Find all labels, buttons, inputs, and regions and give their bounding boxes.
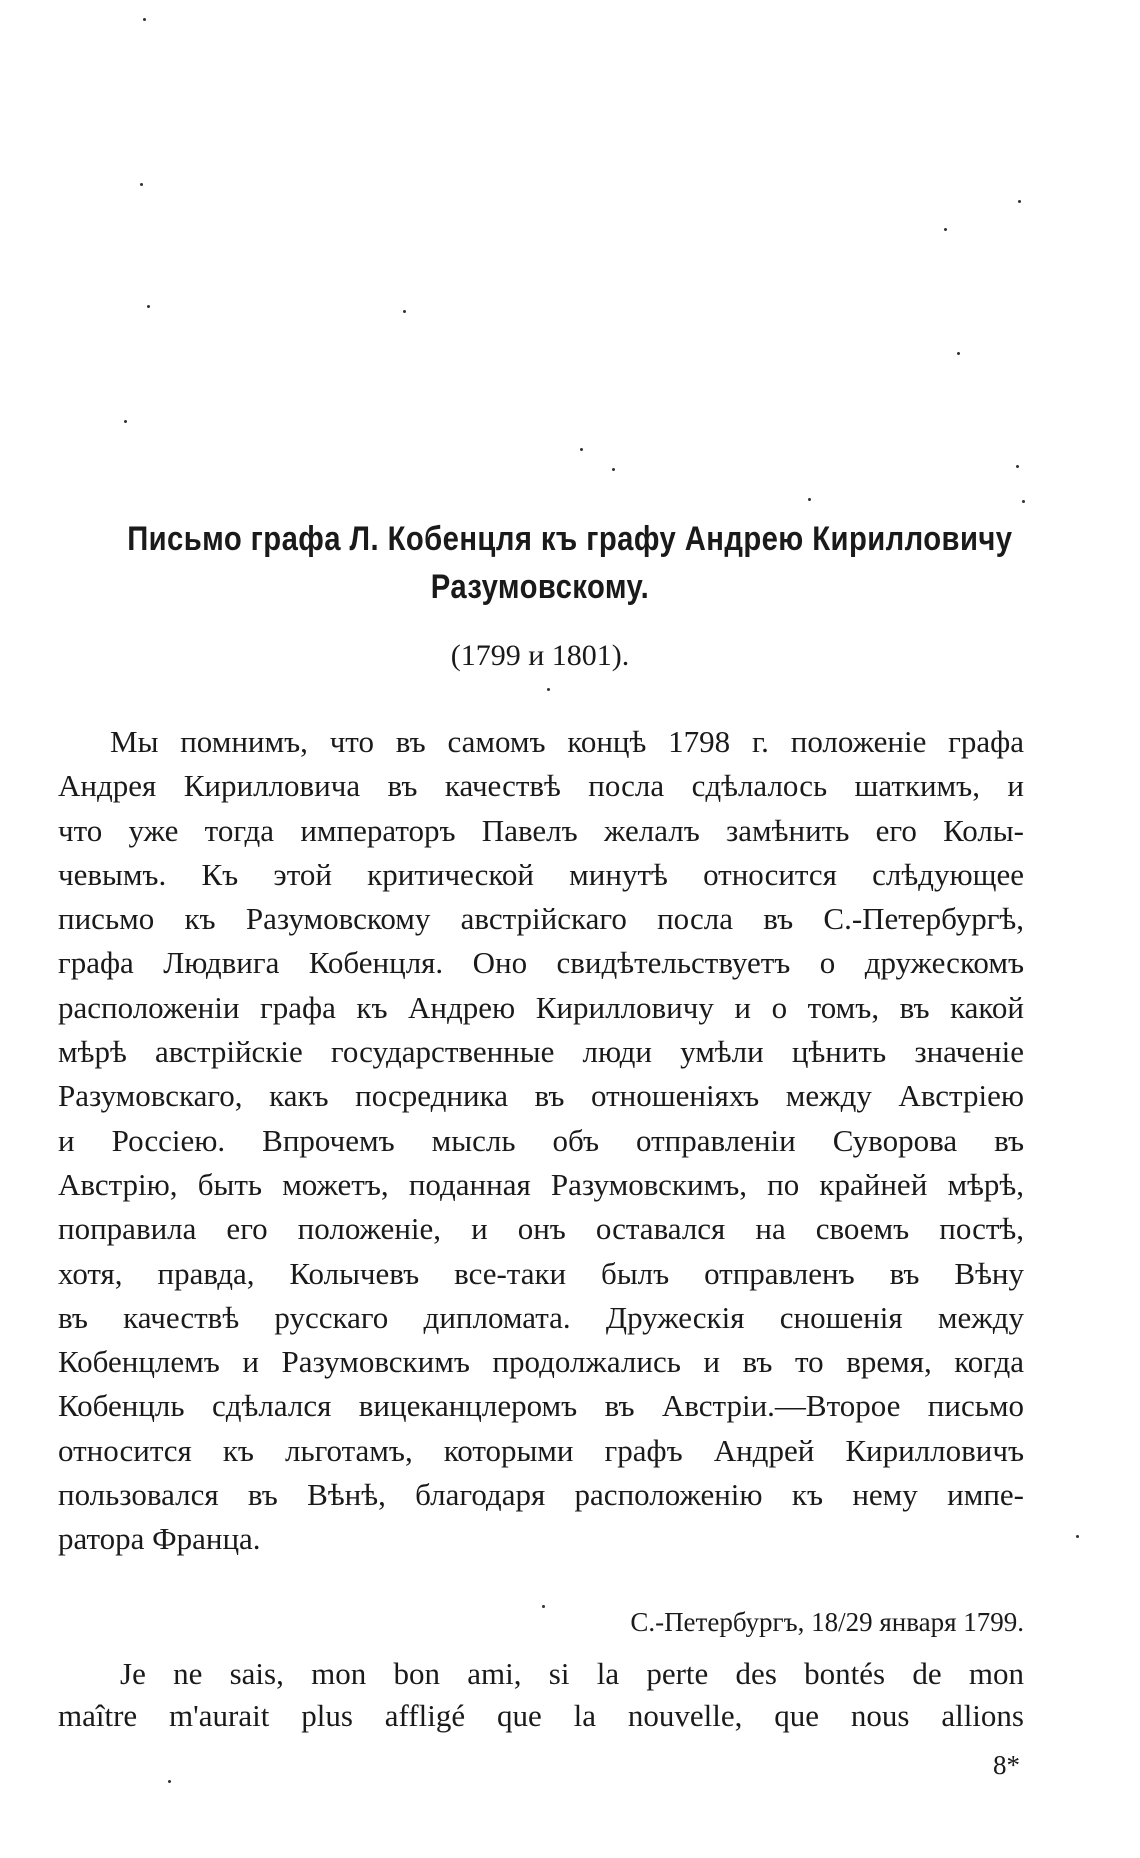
scan-speck <box>612 468 615 471</box>
text-line: поправила его положеніе, и онъ оставался на своемъ постѣ, <box>58 1211 1024 1247</box>
scan-speck <box>1076 1535 1079 1538</box>
letter-dateline: С.-Петербургъ, 18/29 января 1799. <box>630 1607 1024 1637</box>
letter-title-line: Письмо графа Л. Кобенцля къ графу Андрею Кирилловичу <box>127 520 1013 558</box>
text-line: Андрея Кирилловича въ качествѣ посла сдѣлалось шаткимъ, и <box>58 768 1024 804</box>
text-line: Je ne sais, mon bon ami, si la perte des bontés de mon <box>120 1656 1024 1691</box>
text-line: что уже тогда императоръ Павелъ желалъ замѣнить его Колы- <box>58 812 1024 848</box>
text-line: Разумовскаго, какъ посредника въ отношеніяхъ между Австріею <box>58 1078 1024 1114</box>
text-line: мѣрѣ австрійскіе государственные люди умѣли цѣнить значеніе <box>58 1034 1024 1070</box>
scan-speck <box>944 228 947 231</box>
scan-speck <box>140 183 143 186</box>
scan-speck <box>957 352 960 355</box>
scan-speck <box>1016 465 1019 468</box>
scan-speck <box>1018 200 1021 203</box>
text-line: и Россіею. Впрочемъ мысль объ отправленіи Суворова въ <box>58 1122 1024 1158</box>
scan-speck <box>147 305 150 308</box>
text-line: хотя, правда, Колычевъ все-таки былъ отправленъ въ Вѣну <box>58 1255 1024 1291</box>
page-number: 8* <box>993 1750 1020 1780</box>
introduction-paragraph <box>58 720 1024 1562</box>
date-range: (1799 и 1801). <box>450 639 630 672</box>
scan-speck <box>124 420 127 423</box>
text-line: Мы помнимъ, что въ самомъ концѣ 1798 г. положеніе графа <box>110 724 1024 759</box>
text-line: Кобенцль сдѣлался вицеканцлеромъ въ Австріи.—Второе письмо <box>58 1388 1024 1424</box>
text-line: расположеніи графа къ Андрею Кирилловичу и о томъ, въ какой <box>58 989 1024 1025</box>
scan-speck <box>547 688 550 691</box>
scan-speck <box>1022 500 1025 503</box>
scan-speck <box>403 310 406 313</box>
text-line: ратора Франца. <box>58 1521 261 1557</box>
text-line: пользовался въ Вѣнѣ, благодаря расположенію къ нему импе- <box>58 1477 1024 1513</box>
letter-title <box>127 515 1013 611</box>
text-line: Кобенцлемъ и Разумовскимъ продолжались и въ то время, когда <box>58 1344 1024 1380</box>
scan-speck <box>808 498 811 501</box>
text-line: maître m'aurait plus affligé que la nouvelle, que nous allions <box>58 1698 1024 1733</box>
text-line: въ качествѣ русскаго дипломата. Дружескія сношенія между <box>58 1299 1024 1335</box>
letter-text <box>58 1653 1024 1737</box>
scan-speck <box>168 1780 171 1783</box>
scan-speck <box>580 448 583 451</box>
text-line: относится къ льготамъ, которыми графъ Андрей Кирилловичъ <box>58 1432 1024 1468</box>
text-line: графа Людвига Кобенцля. Оно свидѣтельствуетъ о дружескомъ <box>58 945 1024 981</box>
text-line: письмо къ Разумовскому австрійскаго посла въ С.-Петербургѣ, <box>58 901 1024 937</box>
text-line: Австрію, быть можетъ, поданная Разумовскимъ, по крайней мѣрѣ, <box>58 1166 1024 1202</box>
letter-title-line: Разумовскому. <box>430 568 650 606</box>
scan-speck <box>143 18 146 21</box>
text-line: чевымъ. Къ этой критической минутѣ относится слѣдующее <box>58 856 1024 892</box>
